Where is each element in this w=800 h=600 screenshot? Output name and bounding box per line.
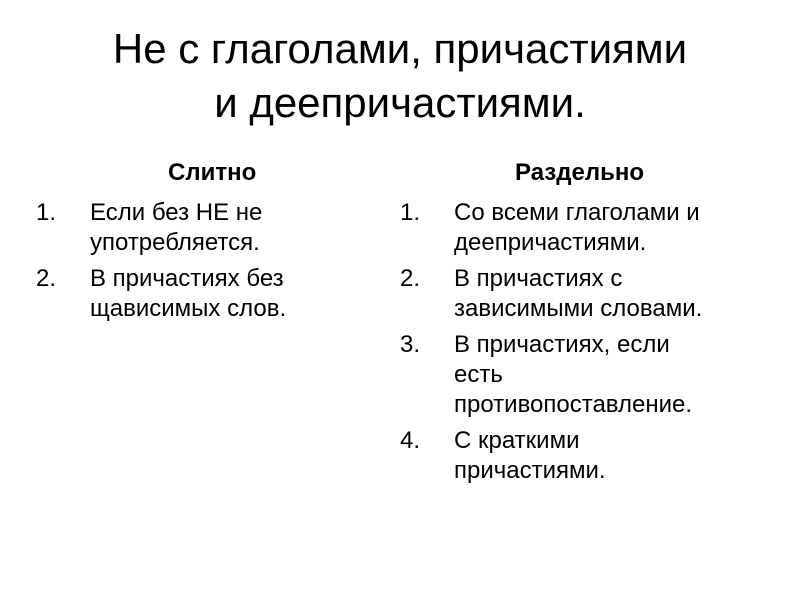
list-item [400, 330, 780, 420]
list-item-text: Если без НЕ не [90, 199, 263, 226]
list-item [36, 264, 366, 324]
slide-title [40, 22, 760, 130]
list-item-text: В причастиях, если [454, 331, 670, 358]
list-item-number: 3. [400, 331, 421, 358]
list-item-text: противопоставление. [454, 391, 693, 418]
column-heading-separately: Раздельно [515, 159, 644, 186]
list-item-text: деепричастиями. [454, 229, 647, 256]
list-item [400, 426, 780, 486]
slide-title-line-2: и деепричастиями. [214, 79, 586, 126]
column-together [36, 158, 366, 330]
list-item-text: В причастиях без [90, 265, 284, 292]
column-separately [400, 158, 780, 492]
list-item-number: 1. [36, 199, 57, 226]
list-item-text: зависимыми словами. [454, 295, 703, 322]
rules-list-together [36, 198, 366, 324]
list-item-text: В причастиях с [454, 265, 623, 292]
list-item-text: употребляется. [90, 229, 260, 256]
list-item-text: Со всеми глаголами и [454, 199, 700, 226]
list-item-number: 4. [400, 427, 421, 454]
list-item-text: С краткими [454, 427, 580, 454]
list-item-text: причастиями. [454, 457, 606, 484]
list-item [400, 264, 780, 324]
slide-title-line-1: Не с глаголами, причастиями [112, 25, 688, 72]
list-item-text: щависимых слов. [90, 295, 287, 322]
list-item [36, 198, 366, 258]
rules-list-separately [400, 198, 780, 486]
list-item-number: 2. [400, 265, 421, 292]
column-heading-together: Слитно [168, 159, 257, 186]
list-item-number: 2. [36, 265, 57, 292]
list-item-number: 1. [400, 199, 421, 226]
list-item [400, 198, 780, 258]
list-item-text: есть [454, 361, 503, 388]
